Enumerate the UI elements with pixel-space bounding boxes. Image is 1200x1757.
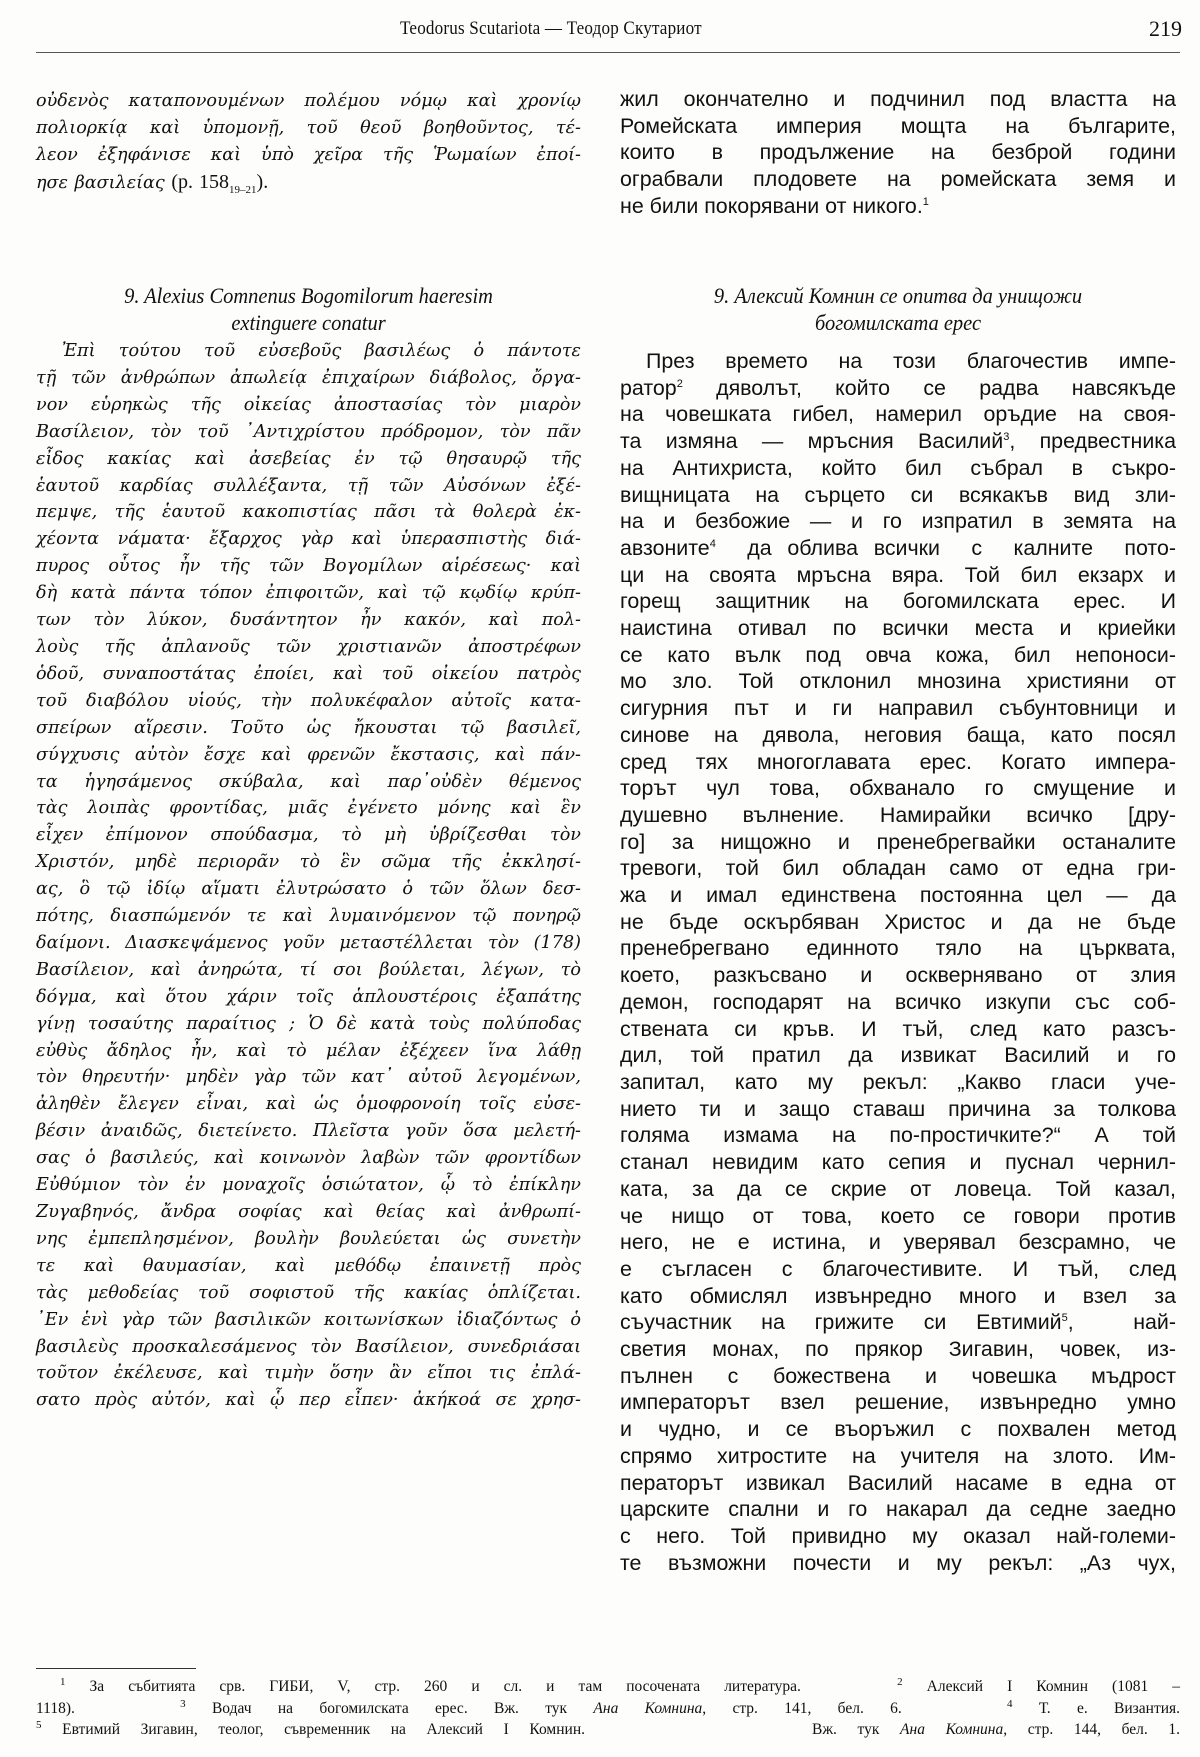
line-text: царските спални и го накарал да седне заедно <box>620 1497 1176 1522</box>
text-line <box>620 989 1176 1016</box>
text-line: οὐδενὸς καταπονουμένων πολέμου νόμῳ καὶ χρονίῳ <box>36 91 581 111</box>
text-line <box>620 482 1176 509</box>
text-line: νης ἐμπεπλησμένον, βουλὴν βουλεύεται ὡς συνετὴν <box>36 1228 581 1249</box>
line-text: запитал, като му рекъл: „Какво гласи уче- <box>620 1069 1176 1094</box>
text-line: ἑαυτοῦ καρδίας συλλέξαντα, τῇ τῶν Αὐσόνων ἐξέ- <box>36 475 581 496</box>
text-line: σας ὁ βασιλεύς, καὶ κοινωνὸν λαβὼν τῶν φροντίδων <box>36 1148 581 1169</box>
greek-body-text <box>36 338 581 1414</box>
text-line: τῇ τῶν ἀνθρώπων ἀπωλείᾳ ἐπιχαίρων διάβολος, ὄργα- <box>36 367 581 388</box>
text-line: Βασίλειον, τὸν τοῦ ᾿Αντιχρίστου πρόδρομον, τὸν πᾶν <box>36 421 581 442</box>
line-text: жа и имал единствена постоянна цел — да <box>620 883 1176 908</box>
line-text: него, не е истина, и уверявал безсрамно, че <box>620 1230 1176 1255</box>
text-line: λεον ἐξηφάνισε καὶ ὑπὸ χεῖρα τῆς Ῥωμαίων ἐποί- <box>36 144 581 165</box>
source-ref-end: ). <box>256 170 269 193</box>
text-line <box>620 615 1176 642</box>
text-line: δόγμα, καὶ ὅτου χάριν τοῖς ἁπλουστέροις ἐξαπάτης <box>36 986 581 1007</box>
footnote-3-end: , стр. 141, бел. 6. <box>702 1699 902 1717</box>
footnote-ref[interactable]: 2 <box>676 377 683 390</box>
text-line <box>620 1496 1176 1523</box>
line-text-rest: , предвестника <box>1009 429 1176 454</box>
text-line <box>620 722 1176 749</box>
line-text: душевно вълнение. Намирайки всичко [дру- <box>620 802 1176 827</box>
footnote-line-3 <box>36 1719 1180 1741</box>
greek-body <box>36 338 581 1414</box>
line-text: че нищо от това, което се говори против <box>620 1203 1176 1228</box>
line-text: мо зло. Той отклонил мнозина християни от <box>620 669 1176 694</box>
bulgarian-body <box>620 348 1176 1576</box>
footnote-4-text: Т. е. Византия. <box>1038 1699 1181 1717</box>
bulgarian-section-heading <box>620 282 1176 336</box>
text-line: τε καὶ θαυμασίαν, καὶ μεθόδῳ ἐπαινετῇ πρὸς <box>36 1255 581 1276</box>
text-line: τοῦ διαβόλου υἱούς, τὴν πολυκέφαλον αὐτοῖς κατα- <box>36 690 581 711</box>
line-text: наистина отивал по всички места и криейки <box>620 616 1176 641</box>
text-line: δὴ κατὰ πάντα τόπον ἐπιφοιτῶν, καὶ τῷ κῳδίῳ κρύπ- <box>36 583 581 604</box>
running-title: Teodorus Scutariota — Теодор Скутариот <box>400 18 702 39</box>
text-line <box>620 455 1176 482</box>
line-text: нието ти и защо ставаш причина за толкова <box>620 1096 1176 1121</box>
line-text: те възможни почести и му рекъл: „Аз чух, <box>620 1550 1176 1575</box>
text-line <box>620 882 1176 909</box>
text-line <box>620 375 1176 402</box>
greek-intro-last-text: ησε βασιλείας <box>36 172 165 193</box>
line-text: не бъде оскърбяван Христос и да не бъде <box>620 909 1176 934</box>
footnote-1-text: За събитията срв. ГИБИ, V, стр. 260 и сл. и там посочената литература. <box>89 1678 801 1695</box>
line-text: съучастник на грижите си Евтимий <box>620 1310 1062 1335</box>
footnote-line-2 <box>36 1698 1180 1720</box>
line-text: станал невидим като сепия и пуснал чернил- <box>620 1150 1176 1175</box>
text-line: εἶχεν ἐπίμονον σπούδασμα, τὸ μὴ ὑβρίζεσθαι τὸν <box>36 825 581 846</box>
text-line: βασιλεὺς προσκαλεσάμενος τὸν Βασίλειον, συνεδριάσαι <box>36 1336 581 1357</box>
line-text: на и безбожие — и го изпратил в земята на <box>620 509 1176 534</box>
line-text: ратор <box>620 375 677 400</box>
bulgarian-heading-line1: 9. Алексий Комнин се опитва да унищожи <box>713 283 1083 308</box>
greek-intro <box>36 88 581 197</box>
text-line <box>620 668 1176 695</box>
text-line: εἶδος κακίας καὶ ἀσεβείας ἐν τῷ θησαυρῷ τῆς <box>36 448 581 469</box>
text-line: εὐθὺς ἄδηλος ἦν, καὶ τὸ μέλαν ἐξέχεεν ἵνα λάθῃ <box>36 1040 581 1061</box>
text-line: ὁδοῦ, συναποστάτας ἐποίει, καὶ τοῦ οἰκείου πατρὸς <box>36 663 581 684</box>
bulgarian-intro-last-text: не били покорявани от никого. <box>620 193 923 218</box>
text-line <box>620 1389 1176 1416</box>
text-line <box>620 1042 1176 1069</box>
text-line: των τὸν λύκον, δυσάντητον ἦν κακόν, καὶ πολ- <box>36 610 581 631</box>
bulgarian-intro-text <box>620 86 1176 193</box>
line-text-rest: дяволът, който се радва навсякъде <box>682 375 1176 400</box>
latin-heading-line1: 9. Alexius Comnenus Bogomilorum haeresim <box>124 283 493 308</box>
text-line: τὰς μεθοδείας τοῦ σοφιστοῦ τῆς κακίας ὁπλίζεται. <box>36 1282 581 1303</box>
text-line <box>620 1470 1176 1497</box>
text-line <box>620 749 1176 776</box>
line-text-rest: , най- <box>1067 1310 1176 1335</box>
text-line <box>620 1096 1176 1123</box>
text-line: χέοντα νάματα· ἔξαρχος γὰρ καὶ ὑπερασπιστὴς διά- <box>36 529 581 550</box>
line-text: горещ защитник на богомилската ерес. И <box>620 589 1176 614</box>
footnotes <box>36 1676 1180 1741</box>
text-line: σύγχυσις αὐτὸν ἔσχε καὶ φρενῶν ἔκστασις, καὶ πάν- <box>36 744 581 765</box>
text-line <box>620 1069 1176 1096</box>
bulgarian-body-text <box>620 348 1176 1576</box>
text-line <box>620 1336 1176 1363</box>
text-line <box>620 642 1176 669</box>
text-line <box>620 1416 1176 1443</box>
text-line <box>620 535 1176 562</box>
header-rule <box>36 52 1180 53</box>
line-text: ператорът извикал Василий насаме в една от <box>620 1470 1176 1495</box>
text-line: νον εὑρηκὼς τῆς οἰκείας ἀποστασίας τὸν μιαρὸν <box>36 394 581 415</box>
line-text: сигурния път и ги направил събунтовници и <box>620 696 1176 721</box>
text-line: τα ἡγησάμενος σκύβαλα, καὶ παρ᾿οὐδὲν θέμενος <box>36 771 581 792</box>
line-text: През времето на този благочестив импе- <box>646 349 1176 373</box>
text-line: Ромейската империя мощта на българите, <box>620 113 1176 138</box>
footnote-5-end: , стр. 144, бел. 1. <box>1003 1721 1181 1738</box>
text-line: δαίμονι. Διασκεψάμενος γοῦν μεταστέλλεται τὸν (178) <box>36 932 581 953</box>
source-ref-text: (p. 158 <box>171 170 230 193</box>
text-line <box>620 802 1176 829</box>
footnote-mark-4: 4 <box>1007 1697 1013 1710</box>
line-text: се като вълк под овча кожа, бил непоноси- <box>620 642 1176 667</box>
text-line <box>620 508 1176 535</box>
text-line: които в продължение на безброй години <box>620 140 1176 165</box>
line-text: и чудно, и се въоръжил с похвален метод <box>620 1417 1176 1442</box>
greek-intro-last-line <box>36 169 581 197</box>
text-line: τὰς λοιπὰς φροντίδας, μιᾶς ἐγένετο μόνης καὶ ἓν <box>36 798 581 819</box>
footnote-mark-2: 2 <box>897 1675 903 1688</box>
text-line: Εὐθύμιον τὸν ἐν μοναχοῖς ὁσιώτατον, ᾧ τὸ ἐπίκλην <box>36 1175 581 1196</box>
line-text: вищницата на сърцето си всякакъв вид зли- <box>620 482 1176 507</box>
bulgarian-heading-line2: богомилската ерес <box>814 310 982 335</box>
bulgarian-intro-last <box>620 193 1176 220</box>
footnote-2-text: Алексий I Комнин (1081 – <box>926 1678 1181 1695</box>
text-line: λοὺς τῆς ἀπλανοῦς τῶν χριστιανῶν ἀποστρέφων <box>36 636 581 657</box>
text-line <box>620 775 1176 802</box>
footnote-5-source: Ана Комнина <box>900 1721 1004 1738</box>
line-text: ствената си кръв. И тъй, след като разсъ- <box>620 1016 1176 1041</box>
footnote-mark-1: 1 <box>60 1675 66 1688</box>
page-number: 219 <box>1149 16 1182 41</box>
text-line: ας, ὃ τῷ ἰδίῳ αἵματι ἐλυτρώσατο ὁ τῶν ὅλων δεσ- <box>36 879 581 900</box>
text-line: πυρος οὗτος ἦν τῆς τῶν Βογομίλων αἱρέσεως· καὶ <box>36 556 581 577</box>
text-line: жил окончателно и подчинил под властта на <box>620 87 1176 111</box>
text-line: Χριστόν, μηδὲ περιορᾶν τὸ ἓν σῶμα τῆς ἐκκλησί- <box>36 852 581 873</box>
bulgarian-intro-last-line <box>620 193 1176 220</box>
footnote-2-continued: 1118). <box>36 1699 75 1717</box>
text-line: πολιορκίᾳ καὶ ὑπομονῇ, τοῦ θεοῦ βοηθοῦντος, τέ- <box>36 117 581 138</box>
text-line <box>620 1309 1176 1336</box>
line-text: пълнен с божествена и човешка мъдрост <box>620 1363 1176 1388</box>
text-line <box>620 428 1176 455</box>
line-text: на човешката гибел, намерил оръдие на своя- <box>620 402 1176 427</box>
footnote-ref[interactable]: 5 <box>1061 1312 1068 1325</box>
running-head <box>0 18 1200 52</box>
line-text: спрямо хитростите на учителя на злото. Им- <box>620 1443 1176 1468</box>
text-line <box>620 1176 1176 1203</box>
line-text: е съгласен с благочестивите. И тъй, след <box>620 1256 1176 1281</box>
text-line: γίνῃ τοσαύτης παραίτιος ; Ὁ δὲ κατὰ τοὺς πολύποδας <box>36 1013 581 1034</box>
text-line <box>620 1363 1176 1390</box>
line-text: го] за нищожно и пренебрегвайки останалите <box>620 829 1176 854</box>
footnote-ref-1[interactable]: 1 <box>922 195 929 208</box>
latin-section-heading <box>36 282 581 336</box>
footnote-3-text: Водач на богомилската ерес. Вж. тук <box>211 1699 568 1717</box>
line-text: сред тях многоглавата ерес. Когато импера- <box>620 749 1176 774</box>
greek-intro-text <box>36 88 581 169</box>
line-text: императорът взел решение, извънредно умно <box>620 1390 1176 1415</box>
line-text: светия монах, по прякор Зигавин, човек, из- <box>620 1337 1176 1362</box>
footnote-ref[interactable]: 4 <box>709 537 716 550</box>
line-text: което, разкъсвано и осквернявано от злия <box>620 963 1176 988</box>
footnote-3-source: Ана Комнина <box>593 1699 703 1717</box>
text-line: σατο πρὸς αὐτόν, καὶ ᾧ περ εἶπεν· ἀκήκοά σε χρησ- <box>36 1390 581 1411</box>
text-line <box>620 1283 1176 1310</box>
line-text: дил, той пратил да извикат Василий и го <box>620 1043 1176 1068</box>
text-line: Ἐπὶ τούτου τοῦ εὐσεβοῦς βασιλέως ὁ πάντοτε <box>62 341 581 361</box>
source-reference <box>171 170 269 196</box>
text-line: Βασίλειον, καὶ ἀνηρώτα, τί σοι βούλεται, λέγων, τὸ <box>36 959 581 980</box>
line-text: пренебрегвано единното тяло на църквата, <box>620 936 1176 961</box>
text-line: ограбвали плодовете на ромейската земя и <box>620 167 1176 192</box>
text-line: βέσιν ἀναιδῶς, διετείνετο. Πλεῖστα γοῦν ὅσα μελετή- <box>36 1121 581 1142</box>
text-line <box>620 1149 1176 1176</box>
text-line <box>620 1122 1176 1149</box>
text-line: ᾿Εν ἑνὶ γὰρ τῶν βασιλικῶν κοιτωνίσκων ἰδιαζόντως ὁ <box>36 1309 581 1330</box>
text-line <box>620 1256 1176 1283</box>
line-text: тревоги, той бил обладан само от една гри- <box>620 856 1176 881</box>
bulgarian-intro <box>620 86 1176 220</box>
text-line <box>620 401 1176 428</box>
text-line <box>620 855 1176 882</box>
text-line <box>620 1016 1176 1043</box>
footnote-ref[interactable]: 3 <box>1003 430 1010 443</box>
text-line: Ζυγαβηνός, ἄνδρα σοφίας καὶ θείας καὶ ἀνθρωπί- <box>36 1202 581 1222</box>
text-line <box>620 962 1176 989</box>
line-text: ци на своята мръсна вяра. Той бил екзарх и <box>620 562 1176 587</box>
text-line <box>620 348 1176 375</box>
text-line <box>620 1550 1176 1577</box>
line-text: авзоните <box>620 535 710 560</box>
text-line <box>620 829 1176 856</box>
line-text: на Антихриста, който бил събрал в съкро- <box>620 455 1176 480</box>
text-line <box>620 935 1176 962</box>
text-line <box>620 695 1176 722</box>
line-text: голяма измама на по-простичките?“ А той <box>620 1123 1176 1148</box>
line-text: ката, за да се скрие от ловеца. Той казал, <box>620 1176 1176 1201</box>
text-line: πότης, διασπώμενόν τε καὶ λυμαινόμενον τῷ πονηρῷ <box>36 906 581 927</box>
text-line <box>620 562 1176 589</box>
footnote-5-ref: Вж. тук <box>811 1721 880 1738</box>
line-text: торът чул това, обхванало го смущение и <box>620 776 1176 801</box>
text-line: τοῦτον ἐκέλευσε, καὶ τιμὴν ὅσην ἂν εἴποι τις ἐπλά- <box>36 1363 581 1384</box>
line-text: та измяна — мръсния Василий <box>620 429 1004 454</box>
footnote-mark-3: 3 <box>180 1697 186 1710</box>
text-line: σπείρων αἵρεσιν. Τοῦτο ὡς ἤκουσται τῷ βασιλεῖ, <box>36 717 581 738</box>
line-text: като обмислял извънредно много и взел за <box>620 1283 1176 1308</box>
line-text-rest: да облива всички с калните пото- <box>715 535 1176 560</box>
text-line <box>620 1229 1176 1256</box>
text-line <box>620 1523 1176 1550</box>
source-ref-lines: 19–21 <box>229 183 257 196</box>
line-text: демон, господарят на всичко изкупи със соб- <box>620 989 1176 1014</box>
text-line: ἀληθὲν ἔλεγεν εἶναι, καὶ ὡς ὁμοφρονοίη τοῖς εὐσε- <box>36 1094 581 1115</box>
footnote-mark-5: 5 <box>36 1718 42 1731</box>
text-line: πεμψε, τῆς ἑαυτοῦ κακοπιστίας πᾶσι τὰ θολερὰ ἐκ- <box>36 502 581 523</box>
line-text: синове на дявола, неговия баща, като посял <box>620 722 1176 747</box>
footnote-rule <box>36 1668 196 1669</box>
footnote-line-1 <box>36 1676 1180 1698</box>
latin-heading-line2: extinguere conatur <box>231 310 386 335</box>
greek-intro-last <box>36 169 581 197</box>
text-line <box>620 1443 1176 1470</box>
line-text: с него. Той привидно му оказал най-големи- <box>620 1523 1176 1548</box>
text-line: τὸν θηρευτήν· μηδὲν γὰρ τῶν κατ᾿ αὐτοῦ λεγομένων, <box>36 1067 581 1088</box>
text-line <box>620 1203 1176 1230</box>
text-line <box>620 588 1176 615</box>
footnote-5-text: Евтимий Зигавин, теолог, съвременник на Алексий I Комнин. <box>62 1721 585 1738</box>
text-line <box>620 909 1176 936</box>
